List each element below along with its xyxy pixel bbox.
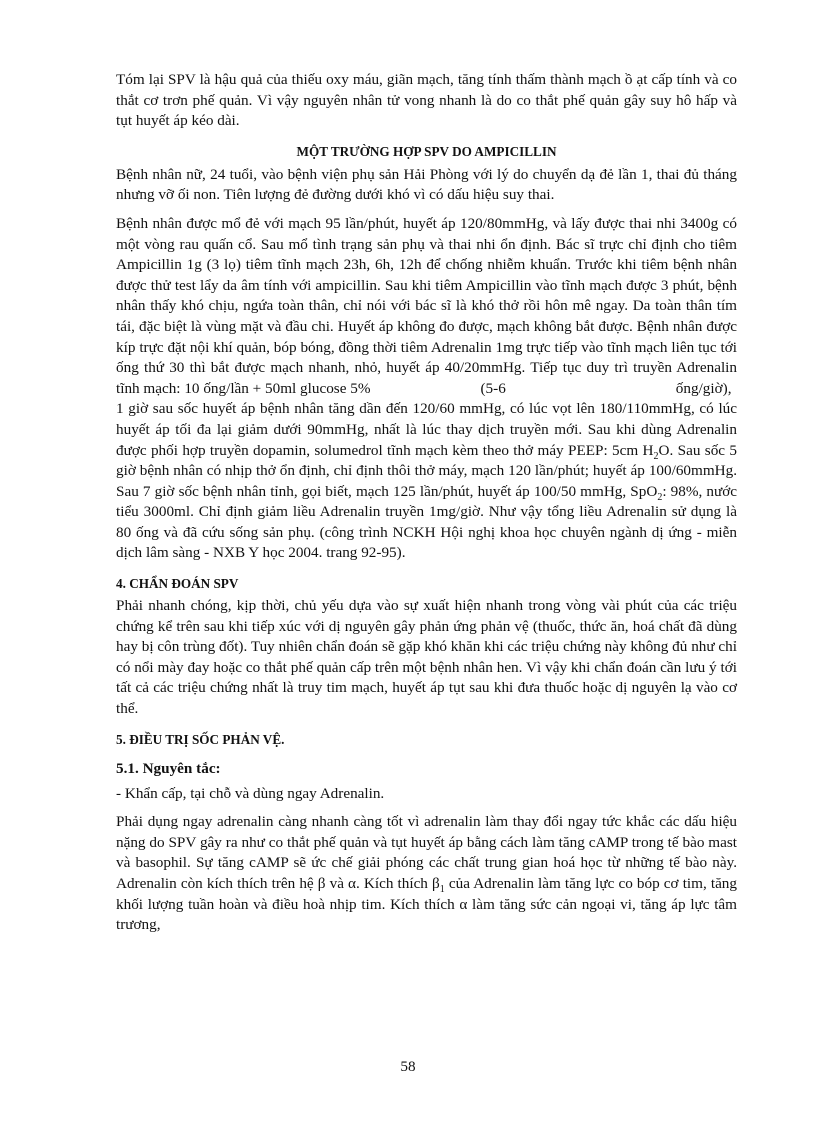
case-p2-text-f: : 98%, nước tiểu 3000ml. Chỉ định giảm liều Adrenalin truyền 1mg/giờ. Như vậy tổng liều Adrenalin sử dụng là 80 ống và đã cứu sống sản phụ. (công trình NCKH Hội nghị khoa học chuyên ngành dị ứng - miễn dịch lâm sàng - NXB Y học 2004. trang 92-95). — [116, 482, 738, 562]
diagnosis-paragraph: Phải nhanh chóng, kịp thời, chủ yếu dựa vào sự xuất hiện nhanh trong vòng vài phút của các triệu chứng kể trên sau khi tiếp xúc với dị nguyên gây phản ứng phản vệ (thuốc, thức ăn, hoá chất đã dùng hay bị côn trùng đốt). Tuy nhiên chẩn đoán sẽ gặp khó khăn khi các triệu chứng này không đủ như chỉ có nổi mày đay hoặc co thắt phế quản cấp trên một bệnh nhân hen. Vì vậy khi chẩn đoán cần lưu ý tới tất cả các triệu chứng nhất là truy tim mạch, huyết áp tụt sau khi đưa thuốc hoặc dị nguyên lạ vào cơ thể. — [116, 597, 737, 718]
intro-paragraph: Tóm lại SPV là hậu quả của thiếu oxy máu, giãn mạch, tăng tính thấm thành mạch ồ ạt cấp tính và co thắt cơ trơn phế quản. Vì vậy nguyên nhân tử vong nhanh là do co thắt phế quản gây suy hô hấp và tụt huyết áp kéo dài. — [116, 71, 737, 130]
treatment-text-b: của Adrenalin làm tăng lực co bóp cơ tim, tăng khối lượng tuần hoàn và điều hoà nhịp tim. Kích thích α làm tăng sức cản ngoại vi, tăng áp lực tâm trương, — [116, 875, 737, 934]
case-p2-text-a: Bệnh nhân được mổ đẻ với mạch 95 lần/phút, huyết áp 120/80mmHg, và lấy được thai nhi 3400g có một vòng rau quấn cổ. Sau mổ tình trạng sản phụ và thai nhi ổn định. Bác sĩ trực chỉ định cho tiêm Ampicillin 1g (3 lọ) tiêm tĩnh mạch 23h, 6h, 12h để chống nhiễm khuẩn. Trước khi tiêm bệnh nhân được thử test lẩy da âm tính với ampicillin. Sau khi tiêm Ampicillin vào tĩnh mạch được 3 phút, bệnh nhân thấy khó chịu, ngứa toàn thân, chỉ nói với bác sĩ là khó thở rồi hôn mê ngay. Da toàn thân tím tái, đặc biệt là vùng mặt và đầu chi. Huyết áp không đo được, mạch không bắt được. Bệnh nhân được kíp trực đặt nội khí quản, bóp bóng, đồng thời tiêm Adrenalin 1mg trực tiếp vào tĩnh mạch liên tục tới ống thứ 30 thì bắt được mạch nhanh, nhỏ, huyết áp 40/20mmHg. Tiếp tục duy trì truyền Adrenalin tĩnh mạch: 10 ống/lần + 50ml glucose 5% — [116, 214, 737, 397]
case-p2-text-e: O. Sau sốc 5 giờ bệnh nhân có nhịp thở ổn định, chỉ định thôi thở máy, mạch 120 lần/phút; huyết áp 100/60mmHg. Sau 7 giờ sốc bệnh nhân tỉnh, gọi biết, mạch 125 lần/phút, huyết áp 100/50 mmHg, SpO — [116, 441, 737, 500]
case-paragraph-1: Bệnh nhân nữ, 24 tuổi, vào bệnh viện phụ sản Hải Phòng với lý do chuyển dạ đẻ lần 1, thai đủ tháng nhưng vỡ ối non. Tiên lượng đẻ đường dưới khó vì có dấu hiệu suy thai. — [116, 165, 737, 204]
principles-subheading: 5.1. Nguyên tắc: — [116, 759, 221, 777]
page-number: 58 — [400, 1058, 416, 1075]
diagnosis-heading: 4. CHẨN ĐOÁN SPV — [116, 576, 239, 592]
case-p2-text-c: ống/giờ), — [675, 379, 732, 397]
beta-subscript: 1 — [439, 884, 445, 896]
treatment-heading: 5. ĐIỀU TRỊ SỐC PHẢN VỆ. — [116, 731, 285, 747]
document-page — [116, 70, 737, 936]
case-paragraph-2 — [116, 214, 737, 564]
treatment-text-a: Phải dụng ngay adrenalin càng nhanh càng tốt vì adrenalin làm thay đổi ngay tức khắc các dấu hiệu nặng do SPV gây ra như co thắt phế quản và tụt huyết áp bằng cách làm tăng cAMP trong tế bào mast và basophil. Sự tăng cAMP sẽ ức chế giải phóng các chất trung gian hoá học từ những tế bào này. Adrenalin còn kích thích trên hệ β và α. Kích thích β — [116, 813, 737, 892]
case-p2-text-b: (5-6 — [480, 379, 506, 397]
h2o-subscript: 2 — [653, 450, 659, 462]
case-heading: MỘT TRƯỜNG HỢP SPV DO AMPICILLIN — [296, 143, 557, 159]
case-p2-text-d: 1 giờ sau sốc huyết áp bệnh nhân tăng dần đến 120/60 mmHg, có lúc vọt lên 180/110mmHg, có lúc huyết áp tối đa lại giảm dưới 90mmHg, nhất là lúc thay dịch truyền mới. Sau khi dùng Adrenalin được phối hợp truyền dopamin, solumedrol tĩnh mạch kèm theo thở máy PEEP: 5cm H — [116, 400, 737, 459]
spo2-subscript: 2 — [657, 491, 663, 503]
treatment-paragraph — [116, 812, 737, 936]
principles-bullet: - Khẩn cấp, tại chỗ và dùng ngay Adrenalin. — [116, 784, 385, 802]
